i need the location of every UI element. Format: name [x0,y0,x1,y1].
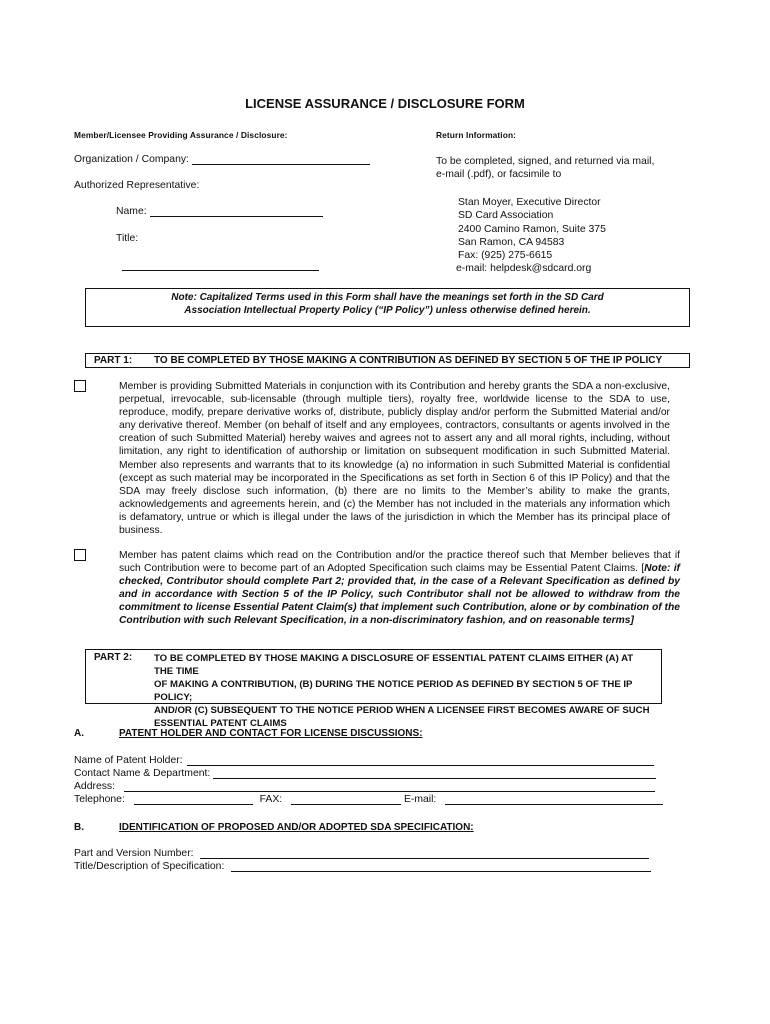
name-input-line[interactable] [150,206,323,217]
member-section-header: Member/Licensee Providing Assurance / Disclosure: [74,130,288,140]
title-description-row [74,861,651,872]
section-a-letter: A. [74,728,84,739]
organization-input-line[interactable] [192,154,370,165]
part1-license-paragraph: Member is providing Submitted Materials in conjunction with its Contribution and hereby grants the SDA a non-exclusive, perpetual, irrevocable, sub-licensable (through multiple tiers), royalty free, worldwide license to the SDA to use, reproduce, modify, prepare derivative works of, distribute, publicly display and/or perform the Submitted Material and/or any derivative thereof. Member (on behalf of itself and any employees, contractors, consultants or agents involved in the creation of such Submitted Material) hereby waives and agrees not to assert any and all moral rights, including, without limitation, any right to identification of authorship or limitation on subsequent modification in such Submitted Material. Member also represents and warrants that to its knowledge (a) no information in such Submitted Material is confidential (except as such material may be incorporated in the Specifications as set forth in Section 6 of this IP Policy) and that the SDA may freely disclose such information, (b) there are no limits to the Member’s ability to make the grants, acknowledgements and agreements herein, and (c) the Member has not included in the materials any information which is defamatory, untrue or which is illegal under the laws of the jurisdiction in which the Member has its principal place of business. [119,381,670,537]
patent-paragraph-note: Note: if checked, Contributor should complete Part 2; provided that, in the case of a Relevant Specification as defined by and in accordance with Section 5 of the IP Policy, such Contributor shall not be allowed to withdraw from the commitment to license Essential Patent Claim(s) that implement such Contribution, alone or by combination of the Contribution with such Relevant Specification, in a non-discriminatory fashion, and on reasonable terms] [119,563,680,627]
part2-label: PART 2: [94,652,133,663]
return-instructions-line1: To be completed, signed, and returned via mail, [436,156,655,167]
section-b-letter: B. [74,822,84,833]
title-description-input-line[interactable] [231,861,651,872]
note-line-1: Note: Capitalized Terms used in this Form shall have the meanings set forth in the SD Card [171,292,604,303]
part-version-label: Part and Version Number: [74,848,194,859]
organization-field-row [74,154,370,165]
contact-name-row [74,768,656,779]
email-label: E-mail: [403,794,437,805]
contact-street: 2400 Camino Ramon, Suite 375 [458,223,606,235]
form-title: LICENSE ASSURANCE / DISCLOSURE FORM [245,96,525,111]
organization-label: Organization / Company: [74,154,189,165]
contact-fax: Fax: (925) 275-6615 [458,250,553,262]
part2-heading [154,652,654,730]
part1-heading: TO BE COMPLETED BY THOSE MAKING A CONTRIBUTION AS DEFINED BY SECTION 5 OF THE IP POLICY [154,355,663,366]
patent-holder-label: Name of Patent Holder: [74,755,183,766]
submitted-materials-checkbox[interactable] [74,380,86,392]
patent-claims-checkbox[interactable] [74,549,86,561]
note-line-2: Association Intellectual Property Policy (“IP Policy”) unless otherwise defined herein. [184,305,591,316]
part2-heading-line2: OF MAKING A CONTRIBUTION, (B) DURING THE NOTICE PERIOD AS DEFINED BY SECTION 5 OF THE IP POLICY; [154,679,633,703]
contact-name-label: Contact Name & Department: [74,768,211,779]
section-a-heading: PATENT HOLDER AND CONTACT FOR LICENSE DISCUSSIONS: [119,728,423,739]
contact-name: Stan Moyer, Executive Director [458,197,601,208]
telephone-row [74,794,663,805]
telephone-label: Telephone: [74,794,125,805]
contact-name-input-line[interactable] [213,768,656,779]
title-label: Title: [116,233,139,244]
part1-label: PART 1: [94,355,133,366]
part2-heading-line3: AND/OR (C) SUBSEQUENT TO THE NOTICE PERIOD WHEN A LICENSEE FIRST BECOMES AWARE OF SUCH [154,705,650,716]
part2-heading-line1: TO BE COMPLETED BY THOSE MAKING A DISCLOSURE OF ESSENTIAL PATENT CLAIMS EITHER (A) AT THE TIME [154,653,634,677]
patent-holder-row [74,755,654,766]
address-input-line[interactable] [124,781,655,792]
part1-heading-box [85,353,690,368]
part1-patent-paragraph [119,549,680,628]
patent-holder-input-line[interactable] [187,755,654,766]
contact-email: e-mail: helpdesk@sdcard.org [456,263,592,275]
part2-heading-box [85,649,662,729]
section-b-heading: IDENTIFICATION OF PROPOSED AND/OR ADOPTED SDA SPECIFICATION: [119,822,474,833]
part2-heading-line4: ESSENTIAL PATENT CLAIMS [154,718,287,729]
fax-label: FAX: [259,794,283,805]
name-label: Name: [116,206,147,217]
contact-org: SD Card Association [458,210,554,222]
contact-city: San Ramon, CA 94583 [458,236,565,248]
email-input-line[interactable] [445,794,663,805]
authorized-representative-label: Authorized Representative: [74,180,200,191]
telephone-input-line[interactable] [134,794,253,805]
fax-input-line[interactable] [291,794,401,805]
return-info-header: Return Information: [436,130,517,140]
note-box [85,288,690,327]
signature-line[interactable] [122,260,319,271]
return-instructions-line2: e-mail (.pdf), or facsimile to [436,169,562,180]
address-label: Address: [74,781,116,792]
return-contact-block [458,196,606,276]
title-description-label: Title/Description of Specification: [74,861,225,872]
part-version-row [74,848,649,859]
patent-paragraph-plain: Member has patent claims which read on the Contribution and/or the practice thereof such that Member believes that if such Contribution were to become part of an Adopted Specification such claims may be Essential Patent Claims. [ [119,550,680,575]
address-row [74,781,655,792]
part-version-input-line[interactable] [200,848,649,859]
name-field-row [116,206,323,217]
